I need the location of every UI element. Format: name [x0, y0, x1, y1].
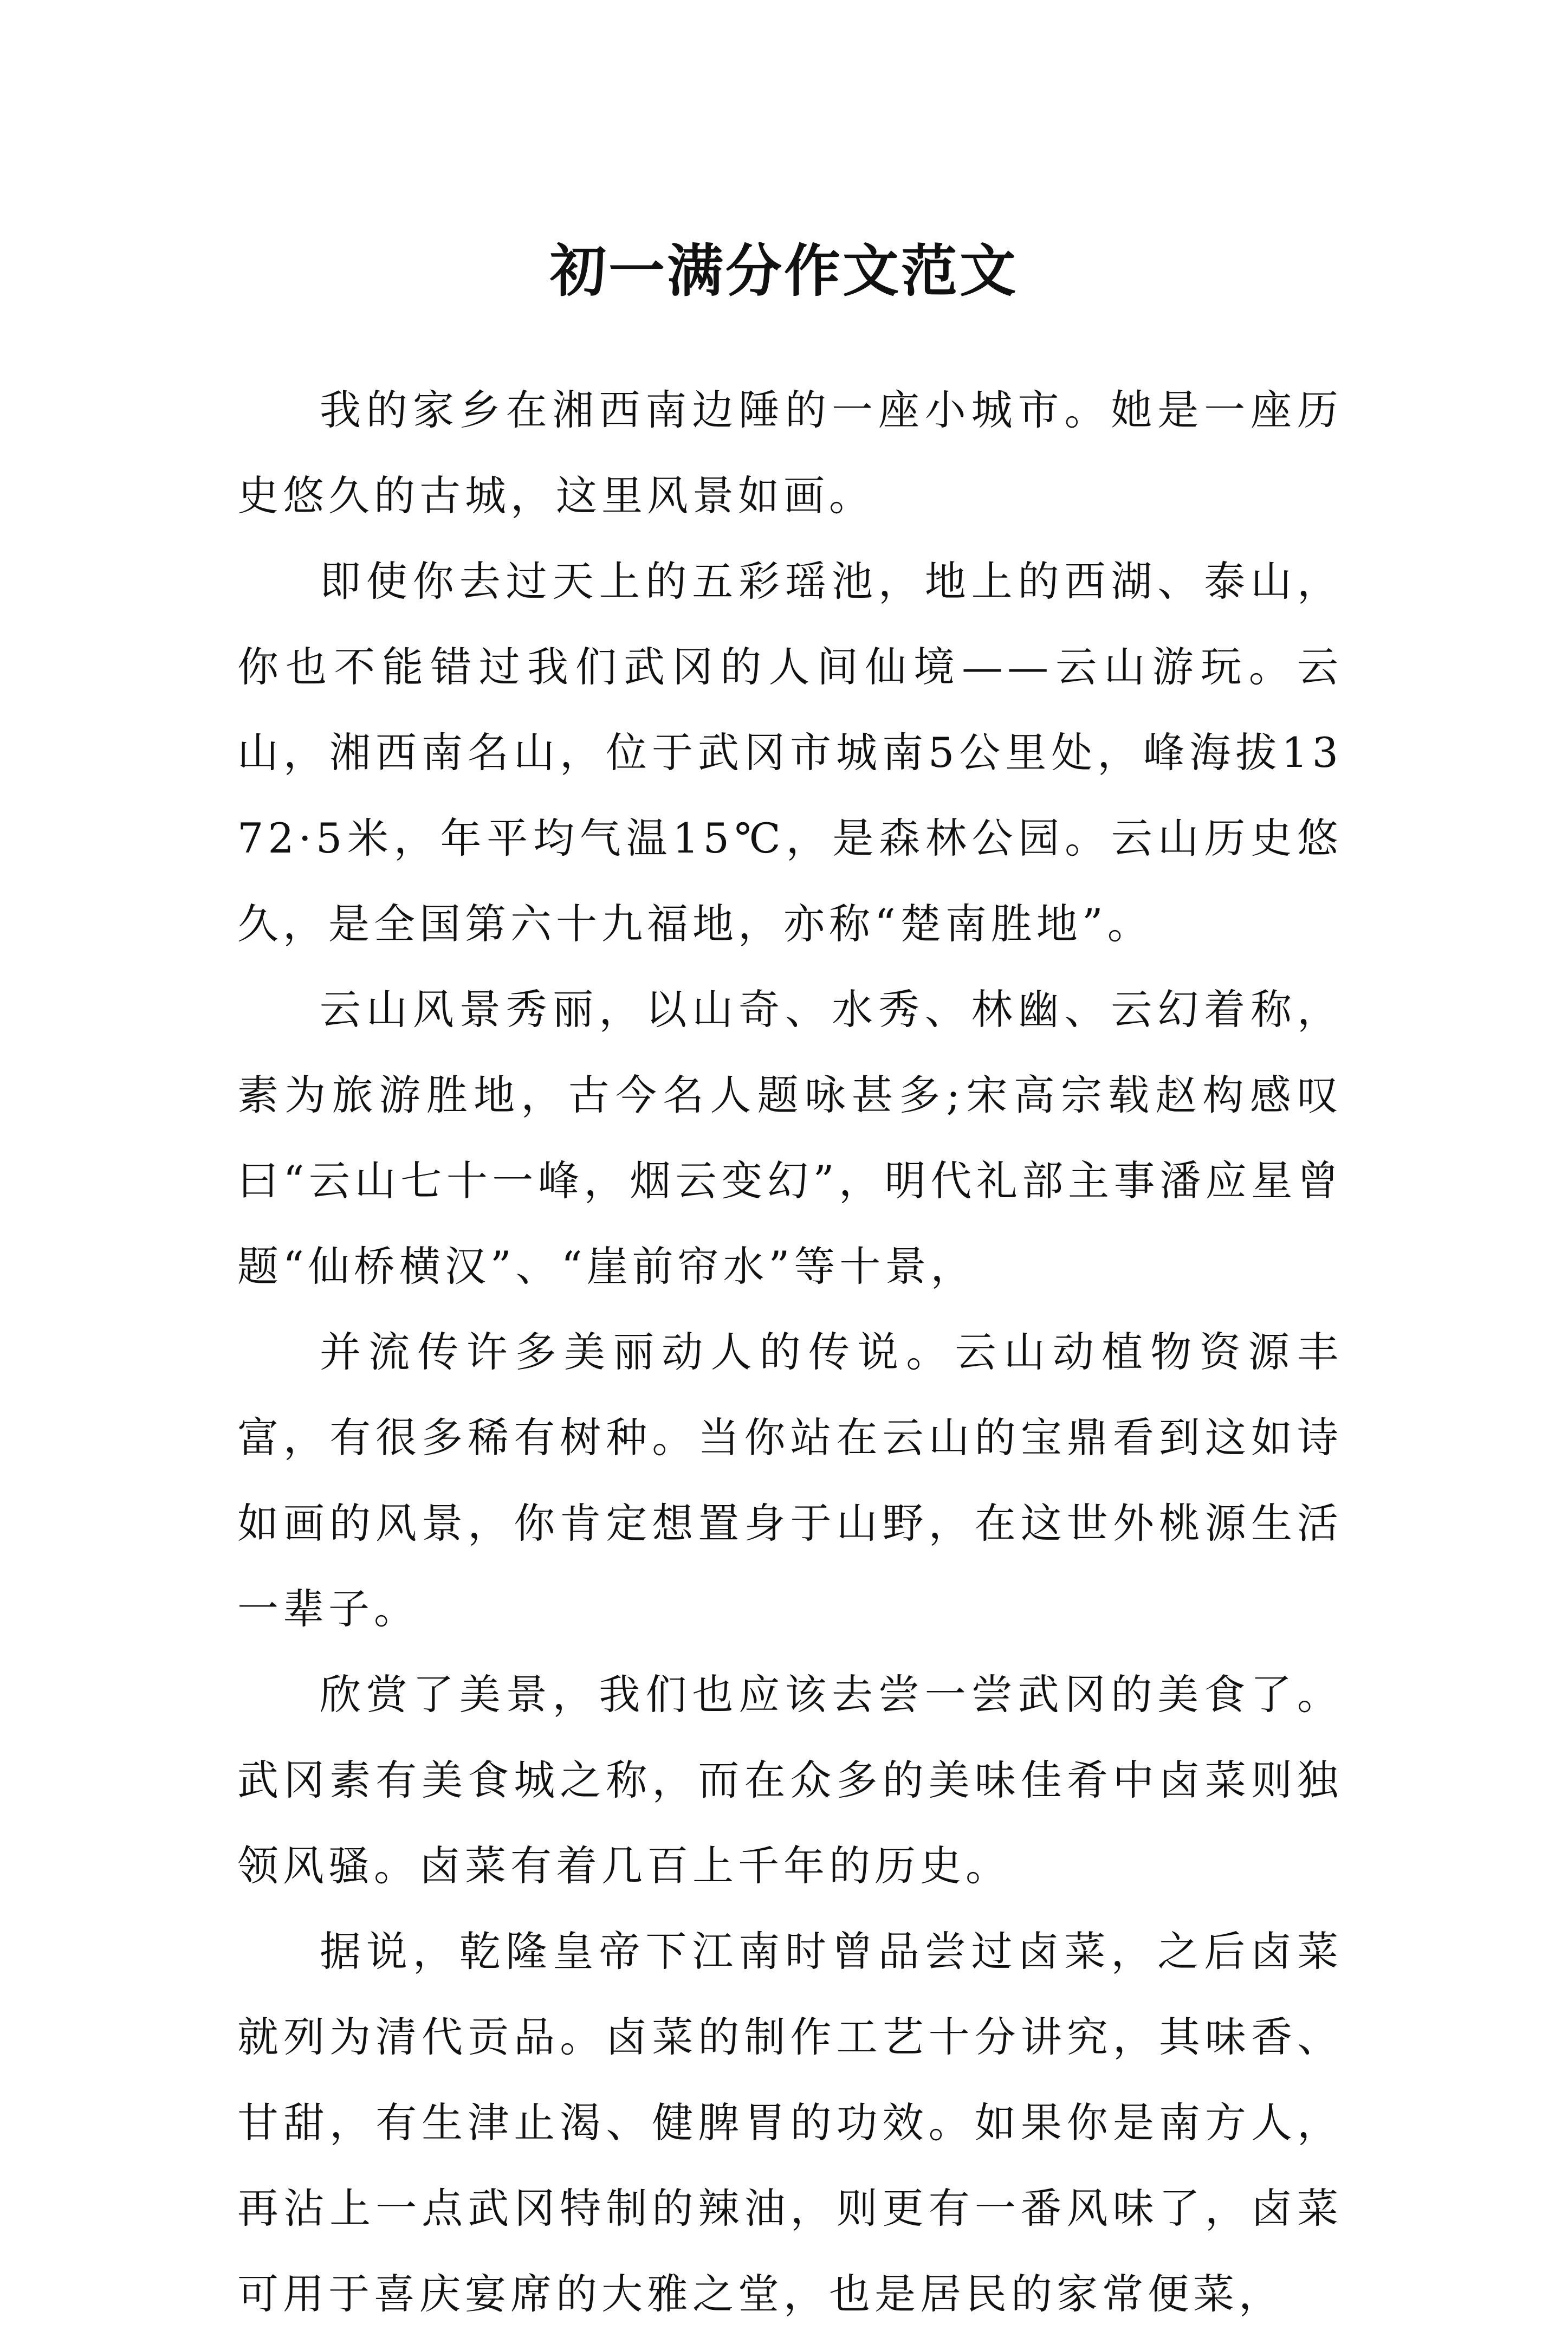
paragraph: 我的家乡在湘西南边陲的一座小城市。她是一座历史悠久的古城，这里风景如画。	[237, 386, 1343, 520]
document-body	[237, 367, 1343, 2337]
paragraph: 即使你去过天上的五彩瑶池，地上的西湖、泰山，你也不能错过我们武冈的人间仙境——云山游玩。云山，湘西南名山，位于武冈市城南5公里处，峰海拔1372·5米，年平均气温15℃，是森林公园。云山历史悠久，是全国第六十九福地，亦称“楚南胜地”。	[237, 557, 1343, 948]
paragraph: 并流传许多美丽动人的传说。云山动植物资源丰富，有很多稀有树种。当你站在云山的宝鼎看到这如诗如画的风景，你肯定想置身于山野，在这世外桃源生活一辈子。	[237, 1328, 1343, 1633]
paragraph: 欣赏了美景，我们也应该去尝一尝武冈的美食了。武冈素有美食城之称，而在众多的美味佳肴中卤菜则独领风骚。卤菜有着几百上千年的历史。	[237, 1670, 1343, 1890]
paragraph: 据说，乾隆皇帝下江南时曾品尝过卤菜，之后卤菜就列为清代贡品。卤菜的制作工艺十分讲究，其味香、甘甜，有生津止渴、健脾胃的功效。如果你是南方人，再沾上一点武冈特制的辣油，则更有一番风味了，卤菜可用于喜庆宴席的大雅之堂，也是居民的家常便菜，	[237, 1927, 1343, 2318]
paragraph: 云山风景秀丽，以山奇、水秀、林幽、云幻着称，素为旅游胜地，古今名人题咏甚多;宋高宗载赵构感叹曰“云山七十一峰，烟云变幻”，明代礼部主事潘应星曾题“仙桥横汉”、“崖前帘水”等十景，	[237, 985, 1343, 1290]
document-title: 初一满分作文范文	[549, 237, 1018, 304]
